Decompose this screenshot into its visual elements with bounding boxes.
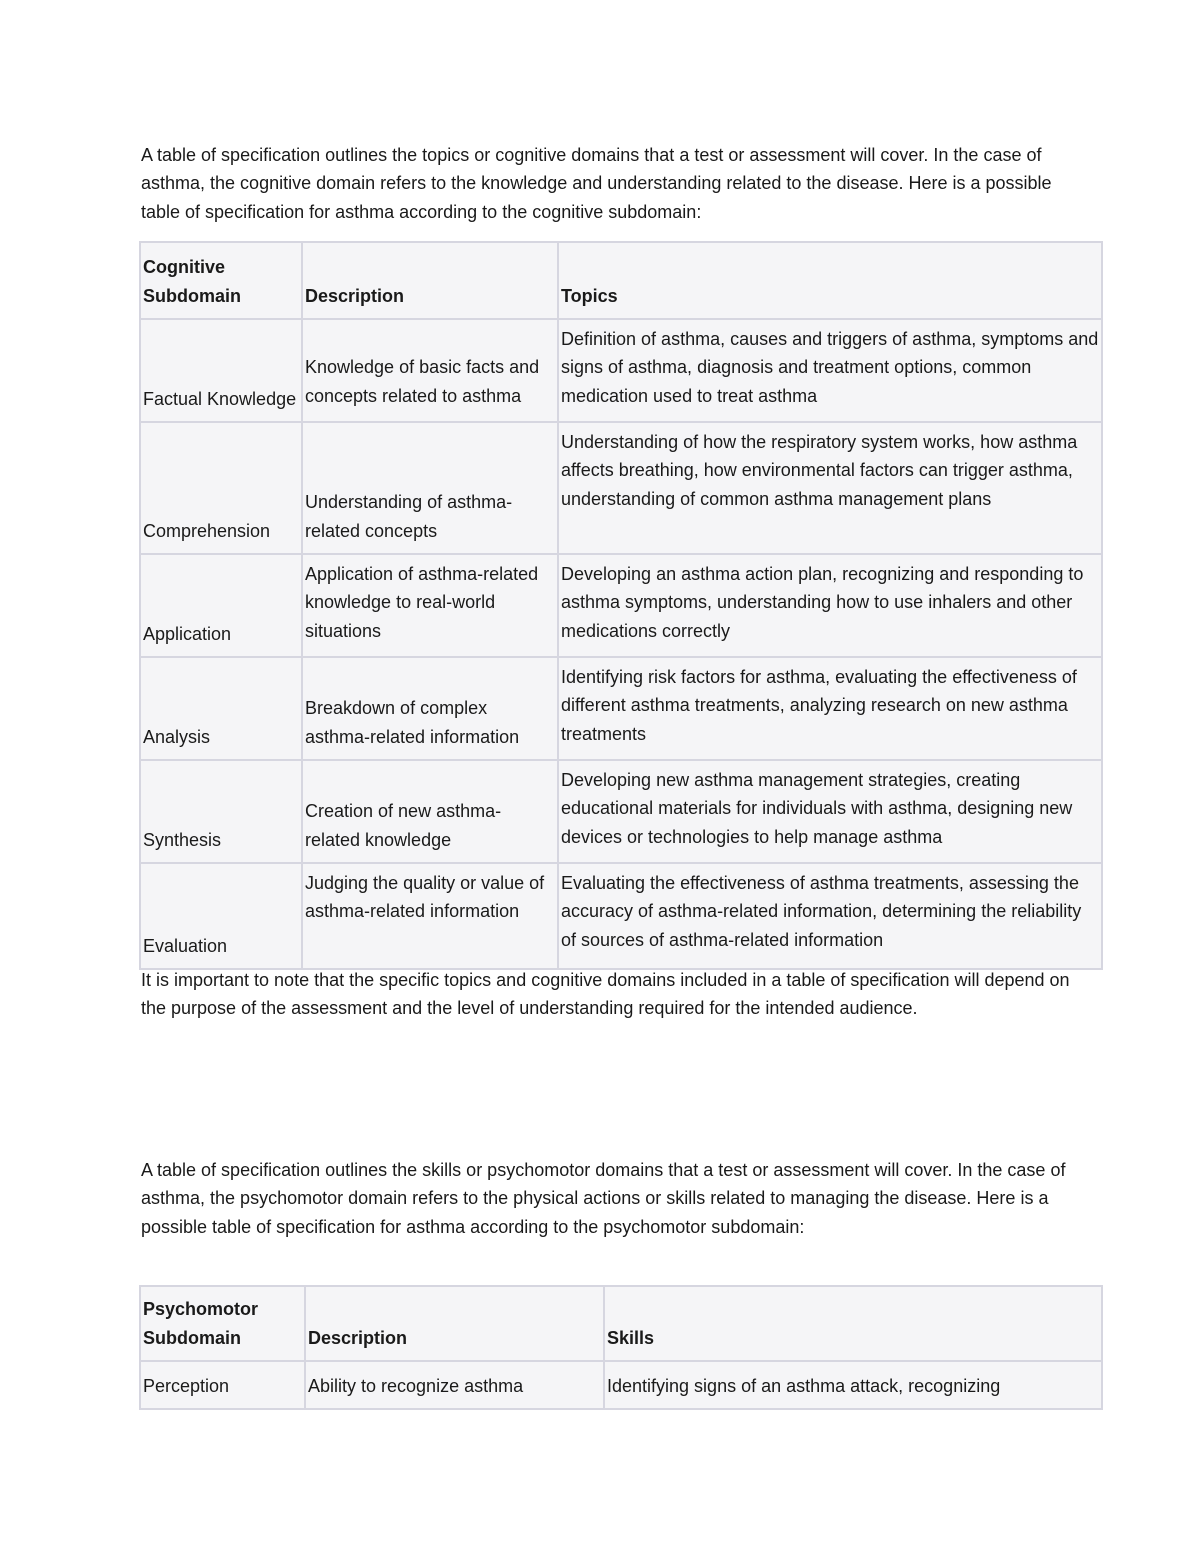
topics-cell: Evaluating the effectiveness of asthma treatments, assessing the accuracy of asthma-related information, determining the reliability of sources of asthma-related information	[558, 863, 1102, 969]
table-row	[140, 319, 1102, 422]
header-description: Description	[302, 242, 558, 319]
header-skills: Skills	[604, 1286, 1102, 1361]
topics-cell: Definition of asthma, causes and triggers of asthma, symptoms and signs of asthma, diagnosis and treatment options, common medication used to treat asthma	[558, 319, 1102, 422]
topics-cell: Developing an asthma action plan, recognizing and responding to asthma symptoms, understanding how to use inhalers and other medications correctly	[558, 554, 1102, 657]
table-row	[140, 1361, 1102, 1409]
subdomain-cell: Synthesis	[140, 760, 302, 863]
subdomain-cell: Perception	[140, 1361, 305, 1409]
table-row	[140, 863, 1102, 969]
intro-paragraph-psychomotor: A table of specification outlines the skills or psychomotor domains that a test or assessment will cover. In the case of asthma, the psychomotor domain refers to the physical actions or skills related to managing the disease. Here is a possible table of specification for asthma according to the psychomotor subdomain:	[141, 1160, 1066, 1237]
topics-cell: Developing new asthma management strategies, creating educational materials for individuals with asthma, designing new devices or technologies to help manage asthma	[558, 760, 1102, 863]
intro-paragraph-cognitive: A table of specification outlines the topics or cognitive domains that a test or assessment will cover. In the case of asthma, the cognitive domain refers to the knowledge and understanding related to the disease. Here is a possible table of specification for asthma according to the cognitive subdomain:	[141, 145, 1052, 222]
psychomotor-specification-table	[139, 1285, 1103, 1410]
description-cell: Ability to recognize asthma	[305, 1361, 604, 1409]
topics-cell: Identifying risk factors for asthma, evaluating the effectiveness of different asthma treatments, analyzing research on new asthma treatments	[558, 657, 1102, 760]
description-cell: Judging the quality or value of asthma-related information	[302, 863, 558, 969]
header-psychomotor-subdomain: Psychomotor Subdomain	[140, 1286, 305, 1361]
subdomain-cell: Evaluation	[140, 863, 302, 969]
skills-cell: Identifying signs of an asthma attack, recognizing	[604, 1361, 1102, 1409]
topics-cell: Understanding of how the respiratory system works, how asthma affects breathing, how environmental factors can trigger asthma, understanding of common asthma management plans	[558, 422, 1102, 554]
header-cognitive-subdomain: Cognitive Subdomain	[140, 242, 302, 319]
table-header-row	[140, 1286, 1102, 1361]
table-row	[140, 760, 1102, 863]
description-cell: Creation of new asthma-related knowledge	[302, 760, 558, 863]
table-header-row	[140, 242, 1102, 319]
header-description: Description	[305, 1286, 604, 1361]
header-topics: Topics	[558, 242, 1102, 319]
table-row	[140, 422, 1102, 554]
subdomain-cell: Analysis	[140, 657, 302, 760]
cognitive-specification-table	[139, 241, 1103, 970]
subdomain-cell: Application	[140, 554, 302, 657]
table-row	[140, 657, 1102, 760]
subdomain-cell: Factual Knowledge	[140, 319, 302, 422]
description-cell: Breakdown of complex asthma-related information	[302, 657, 558, 760]
description-cell: Understanding of asthma-related concepts	[302, 422, 558, 554]
description-cell: Application of asthma-related knowledge to real-world situations	[302, 554, 558, 657]
note-paragraph: It is important to note that the specific topics and cognitive domains included in a table of specification will depend on the purpose of the assessment and the level of understanding required for the intended audience.	[141, 970, 1070, 1019]
subdomain-cell: Comprehension	[140, 422, 302, 554]
table-row	[140, 554, 1102, 657]
description-cell: Knowledge of basic facts and concepts related to asthma	[302, 319, 558, 422]
